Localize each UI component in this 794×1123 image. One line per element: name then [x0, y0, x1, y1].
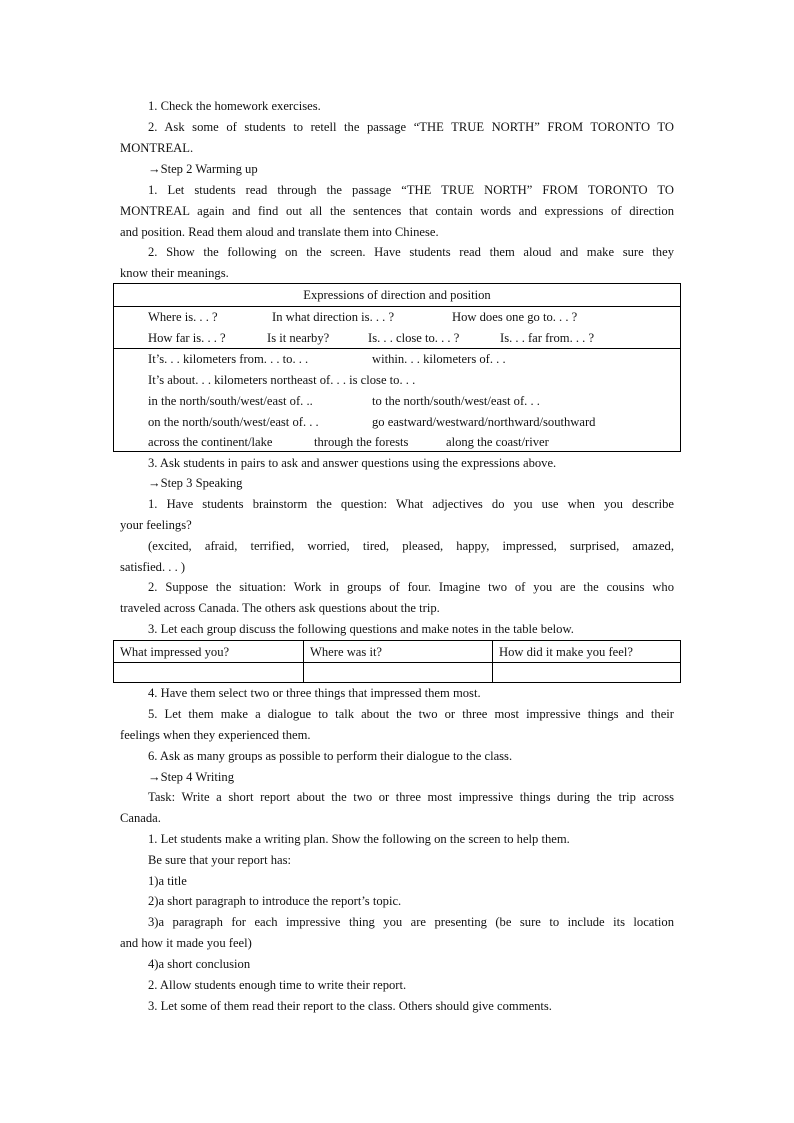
text-line: 4. Have them select two or three things that impressed them most.: [148, 686, 481, 700]
text-line: MONTREAL.: [120, 141, 194, 155]
notes-table-cell[interactable]: [499, 663, 679, 683]
expression-cell: through the forests: [314, 435, 409, 449]
text-line: 4)a short conclusion: [148, 957, 251, 971]
expressions-table: [113, 283, 681, 452]
expression-cell: In what direction is. . . ?: [272, 310, 395, 324]
text-line: 2. Ask some of students to retell the passage “THE TRUE NORTH” FROM TORONTO TO: [148, 120, 674, 134]
notes-table-header: Where was it?: [310, 645, 383, 659]
text-line: 1. Let students make a writing plan. Show the following on the screen to help them.: [148, 832, 570, 846]
text-line: 3)a paragraph for each impressive thing you are presenting (be sure to include its location: [148, 915, 674, 929]
text-line: feelings when they experienced them.: [120, 728, 311, 742]
text-line: your feelings?: [120, 518, 192, 532]
expressions-table-caption: Expressions of direction and position: [303, 288, 491, 302]
text-line: Canada.: [120, 811, 161, 825]
text-line: (excited, afraid, terrified, worried, tired, pleased, happy, impressed, surprised, amazed,: [148, 539, 674, 553]
expression-cell: on the north/south/west/east of. . .: [148, 415, 319, 429]
expression-cell: along the coast/river: [446, 435, 549, 449]
text-line: 5. Let them make a dialogue to talk about the two or three most impressive things and their: [148, 707, 674, 721]
expression-cell: Is. . . close to. . . ?: [368, 331, 460, 345]
text-line: 3. Let some of them read their report to the class. Others should give comments.: [148, 999, 552, 1013]
expression-cell: Is it nearby?: [267, 331, 330, 345]
text-line: 3. Ask students in pairs to ask and answer questions using the expressions above.: [148, 456, 557, 470]
text-line: 2. Allow students enough time to write their report.: [148, 978, 407, 992]
text-line: 2)a short paragraph to introduce the report’s topic.: [148, 894, 402, 908]
text-line: and position. Read them aloud and translate them into Chinese.: [120, 225, 439, 239]
expression-cell: Where is. . . ?: [148, 310, 218, 324]
expression-cell: across the continent/lake: [148, 435, 273, 449]
expression-cell: It’s about. . . kilometers northeast of. . . is close to. . .: [148, 373, 416, 387]
expression-cell: in the north/south/west/east of. ..: [148, 394, 313, 408]
expression-cell: It’s. . . kilometers from. . . to. . .: [148, 352, 309, 366]
text-line: 6. Ask as many groups as possible to perform their dialogue to the class.: [148, 749, 513, 763]
text-line: 2. Show the following on the screen. Have students read them aloud and make sure they: [148, 245, 674, 259]
text-line: Be sure that your report has:: [148, 853, 292, 867]
text-line: 1)a title: [148, 874, 187, 888]
notes-table-cell[interactable]: [310, 663, 490, 683]
expression-cell: go eastward/westward/northward/southward: [372, 415, 596, 429]
notes-table-cell[interactable]: [120, 663, 300, 683]
text-line: 3. Let each group discuss the following questions and make notes in the table below.: [148, 622, 574, 636]
text-line: MONTREAL again and find out all the sentences that contain words and expressions of direction: [120, 204, 674, 218]
text-line: know their meanings.: [120, 266, 229, 280]
expression-cell: How does one go to. . . ?: [452, 310, 578, 324]
notes-table-header: How did it make you feel?: [499, 645, 633, 659]
expression-cell: within. . . kilometers of. . .: [372, 352, 506, 366]
expression-cell: Is. . . far from. . . ?: [500, 331, 595, 345]
step-heading: →Step 4 Writing: [148, 770, 235, 784]
notes-table: [113, 640, 681, 683]
text-line: 1. Let students read through the passage “THE TRUE NORTH” FROM TORONTO TO: [148, 183, 674, 197]
text-line: satisfied. . . ): [120, 560, 186, 574]
text-line: traveled across Canada. The others ask questions about the trip.: [120, 601, 440, 615]
text-line: 1. Have students brainstorm the question: What adjectives do you use when you describe: [148, 497, 674, 511]
notes-table-header: What impressed you?: [120, 645, 230, 659]
expression-cell: How far is. . . ?: [148, 331, 226, 345]
expression-cell: to the north/south/west/east of. . .: [372, 394, 540, 408]
text-line: 1. Check the homework exercises.: [148, 99, 321, 113]
step-heading: →Step 3 Speaking: [148, 476, 243, 490]
step-heading: →Step 2 Warming up: [148, 162, 258, 176]
text-line: and how it made you feel): [120, 936, 252, 950]
text-line: Task: Write a short report about the two or three most impressive things during the trip across: [148, 790, 674, 804]
text-line: 2. Suppose the situation: Work in groups of four. Imagine two of you are the cousins who: [148, 580, 674, 594]
